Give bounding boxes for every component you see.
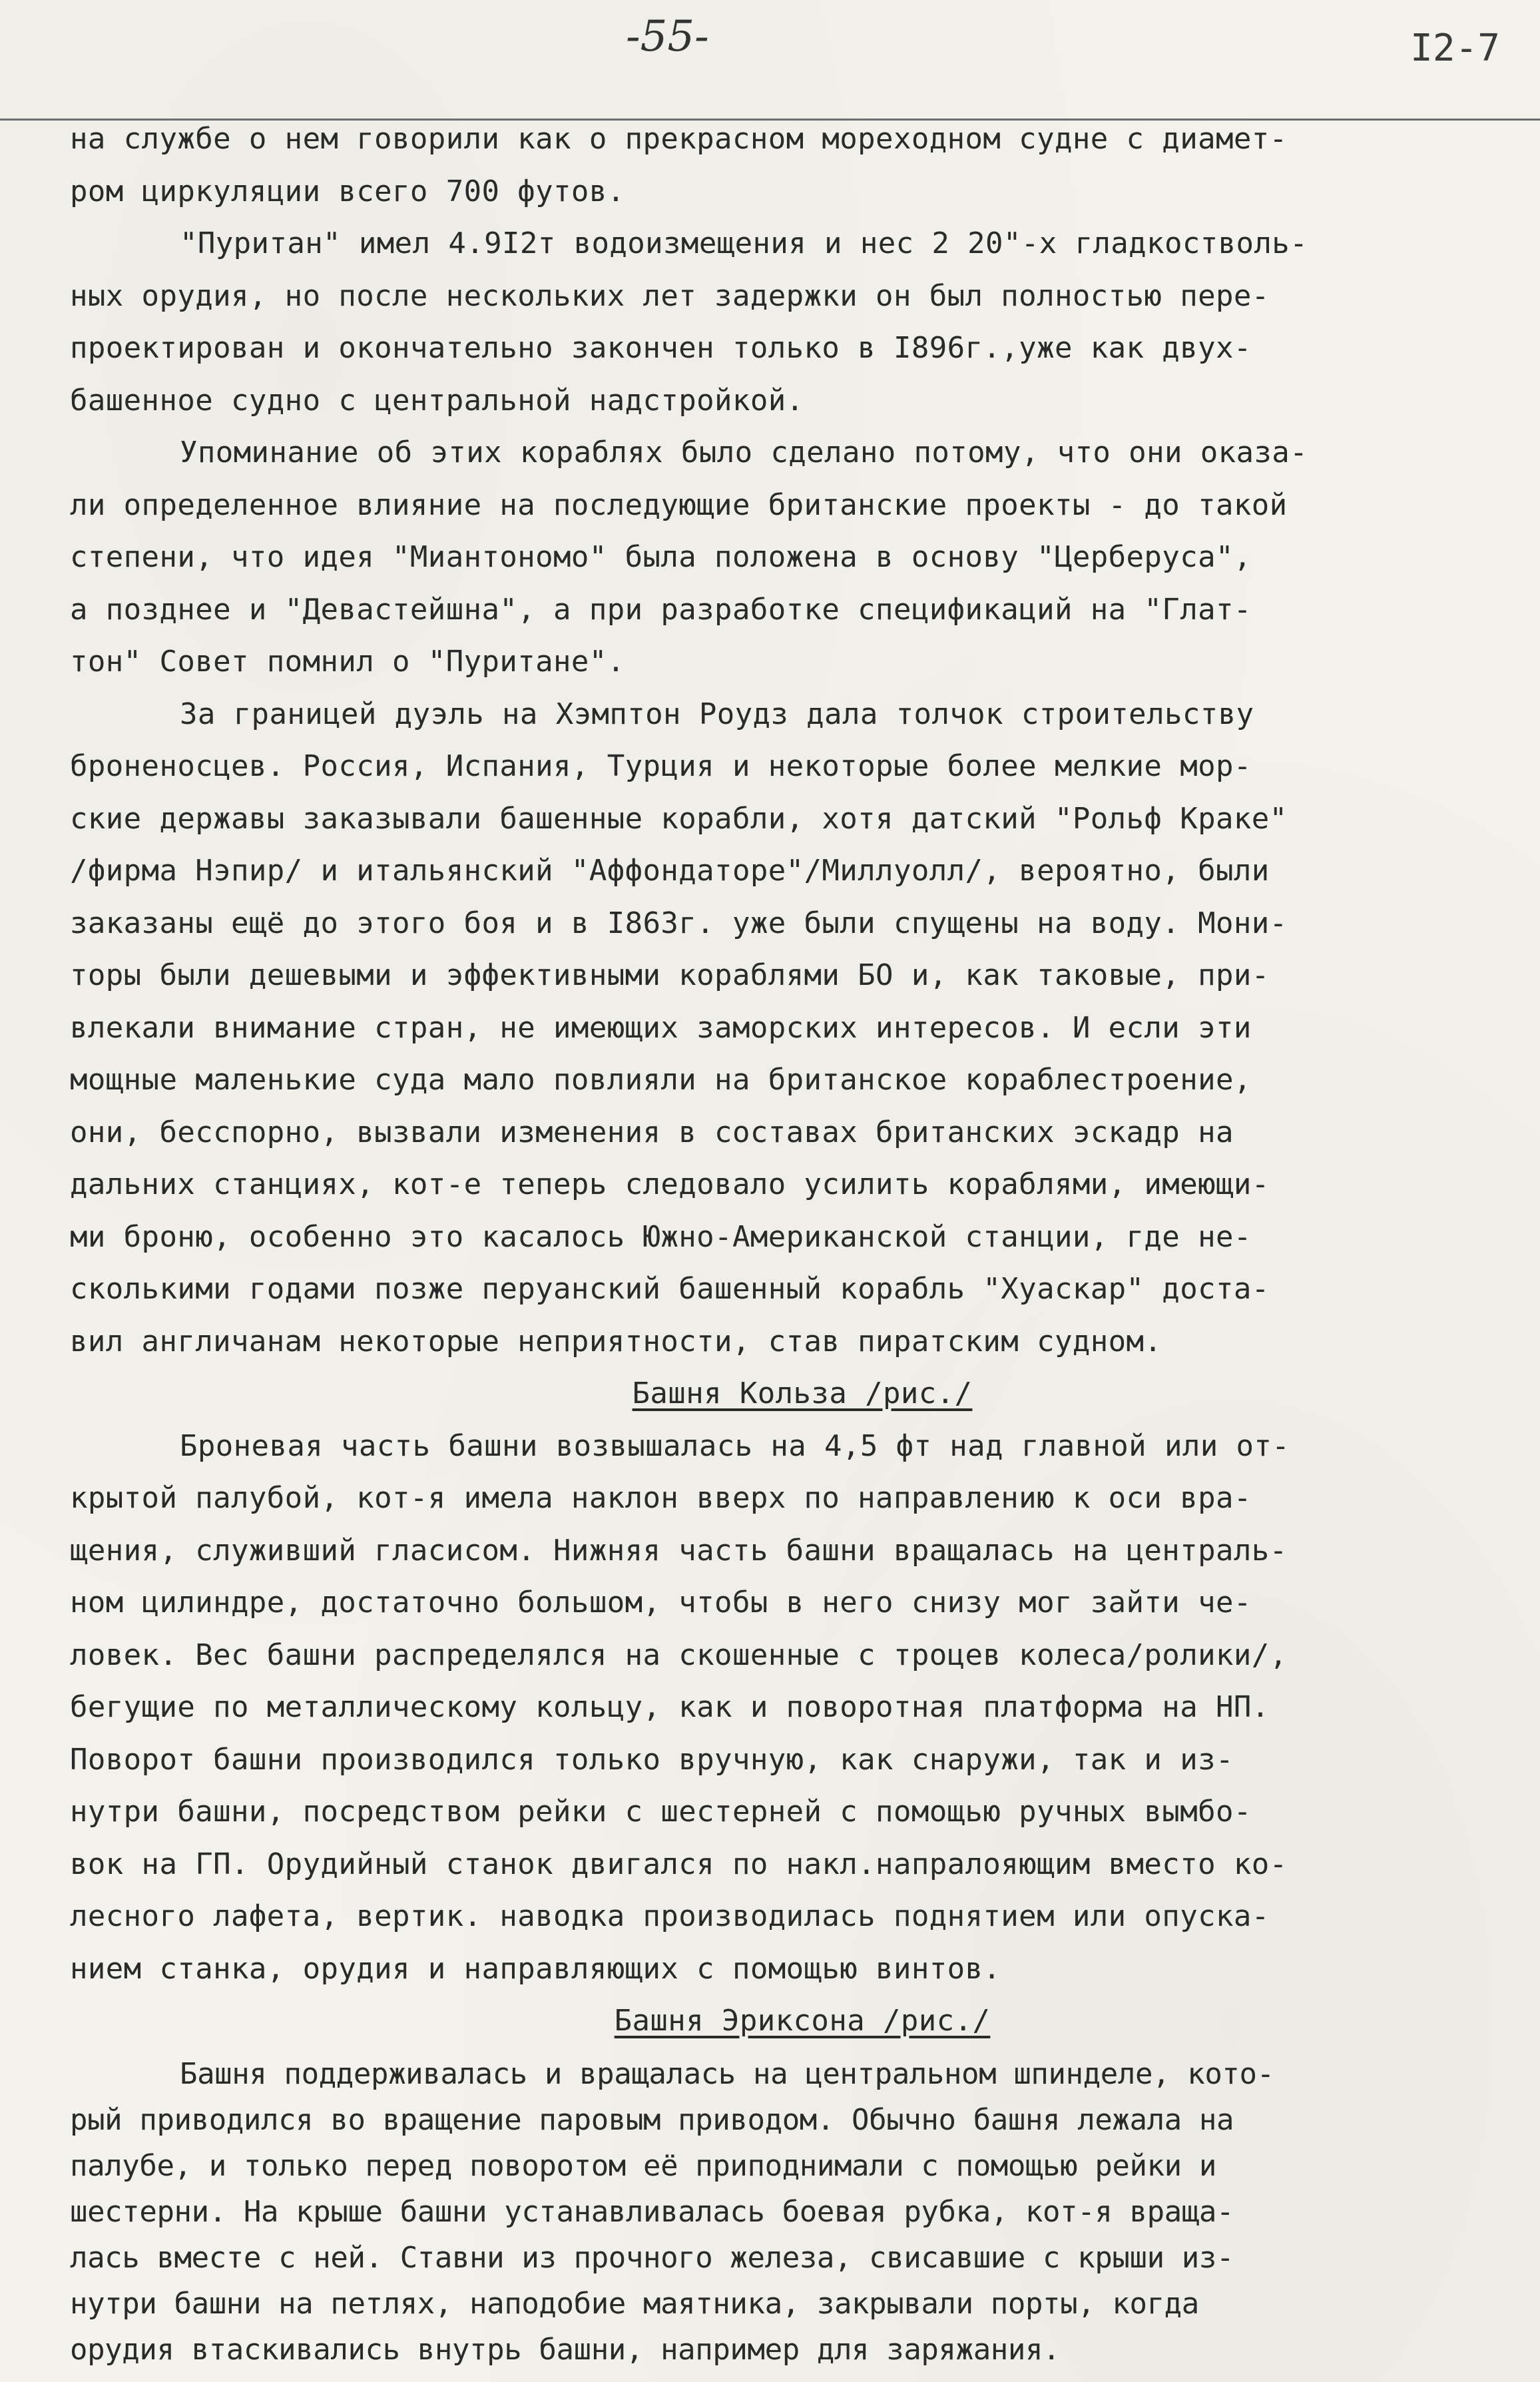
text-line: бегущие по металлическому кольцу, как и поворотная платформа на НП.: [70, 1690, 1270, 1724]
text-line: нутри башни на петлях, наподобие маятника, закрывали порты, когда: [70, 2287, 1199, 2321]
text-line: степени, что идея "Миантономо" была положена в основу "Церберуса",: [70, 540, 1252, 574]
heading-text: Башня Эриксона /рис./: [614, 2004, 991, 2038]
text-line: щения, служивший гласисом. Нижняя часть башни вращалась на централь-: [70, 1533, 1288, 1568]
section-heading-coles: [70, 1368, 1495, 1420]
text-line: нутри башни, посредством рейки с шестерней с помощью ручных вымбо-: [70, 1795, 1252, 1829]
paragraph-start: Упоминание об этих кораблях было сделано потому, что они оказа-: [180, 436, 1308, 469]
page-number: -55-: [626, 12, 709, 61]
paragraph-start: Броневая часть башни возвышалась на 4,5 фт над главной или от-: [180, 1428, 1290, 1463]
body-text: [70, 113, 1495, 2048]
text-line: ном цилиндре, достаточно большом, чтобы в него снизу мог зайти че-: [70, 1586, 1252, 1620]
text-line: вок на ГП. Орудийный станок двигался по накл.напралояющим вместо ко-: [70, 1847, 1288, 1881]
text-line: шестерни. На крыше башни устанавливалась боевая рубка, кот-я враща-: [70, 2195, 1234, 2229]
text-line: вил англичанам некоторые неприятности, став пиратским судном.: [70, 1324, 1162, 1358]
text-line: мощные маленькие суда мало повлияли на британское кораблестроение,: [70, 1063, 1252, 1097]
text-line: крытой палубой, кот-я имела наклон вверх по направлению к оси вра-: [70, 1481, 1252, 1515]
text-line: сколькими годами позже перуанский башенный корабль "Хуаскар" доста-: [70, 1272, 1270, 1306]
text-line: дальних станциях, кот-е теперь следовало усилить кораблями, имеющи-: [70, 1167, 1270, 1201]
paragraph-start: "Пуритан" имел 4.9I2т водоизмещения и нес 2 20"-х гладкостволь-: [180, 226, 1308, 260]
text-line: /фирма Нэпир/ и итальянский "Аффондаторе"/Миллуолл/, вероятно, были: [70, 854, 1270, 888]
heading-text: Башня Кольза /рис./: [632, 1376, 973, 1410]
paragraph-start: За границей дуэль на Хэмптон Роудз дала толчок строительству: [180, 697, 1254, 731]
text-line: заказаны ещё до этого боя и в I863г. уже были спущены на воду. Мони-: [70, 906, 1288, 940]
text-line: лась вместе с ней. Ставни из прочного железа, свисавшие с крыши из-: [70, 2241, 1234, 2275]
text-line: броненосцев. Россия, Испания, Турция и некоторые более мелкие мор-: [70, 749, 1252, 783]
text-line: Поворот башни производился только вручную, как снаружи, так и из-: [70, 1742, 1234, 1777]
text-line: орудия втаскивались внутрь башни, например для заряжания.: [70, 2333, 1061, 2367]
text-line: ных орудия, но после нескольких лет задержки он был полностью пере-: [70, 278, 1270, 313]
ericsson-paragraph: [70, 2051, 1495, 2373]
text-line: ли определенное влияние на последующие британские проекты - до такой: [70, 487, 1288, 522]
text-line: проектирован и окончательно закончен только в I896г.,уже как двух-: [70, 331, 1252, 365]
text-line: башенное судно с центральной надстройкой.: [70, 383, 804, 418]
section-heading-ericsson: [70, 1995, 1495, 2048]
text-line: а позднее и "Девастейшна", а при разработке спецификаций на "Глат-: [70, 592, 1252, 627]
text-line: нием станка, орудия и направляющих с помощью винтов.: [70, 1951, 1001, 1986]
text-line: ские державы заказывали башенные корабли, хотя датский "Рольф Краке": [70, 801, 1288, 836]
text-line: ми броню, особенно это касалось Южно-Американской станции, где не-: [70, 1219, 1252, 1254]
text-line: влекали внимание стран, не имеющих заморских интересов. И если эти: [70, 1010, 1252, 1045]
paragraph-start: Башня поддерживалась и вращалась на центральном шпинделе, кото-: [180, 2057, 1274, 2091]
text-line: рый приводился во вращение паровым приводом. Обычно башня лежала на: [70, 2103, 1234, 2137]
text-line: палубе, и только перед поворотом её приподнимали с помощью рейки и: [70, 2149, 1216, 2183]
document-code: I2-7: [1410, 27, 1500, 70]
text-line: ром циркуляции всего 700 футов.: [70, 174, 625, 208]
text-line: торы были дешевыми и эффективными кораблями БО и, как таковые, при-: [70, 958, 1270, 992]
text-line: лесного лафета, вертик. наводка производилась поднятием или опуска-: [70, 1899, 1270, 1933]
text-line: тон" Совет помнил о "Пуритане".: [70, 645, 625, 679]
text-line: они, бесспорно, вызвали изменения в составах британских эскадр на: [70, 1115, 1234, 1149]
text-line: ловек. Вес башни распределялся на скошенные с троцев колеса/ролики/,: [70, 1638, 1288, 1672]
text-line: на службе о нем говорили как о прекрасном мореходном судне с диамет-: [70, 122, 1288, 156]
